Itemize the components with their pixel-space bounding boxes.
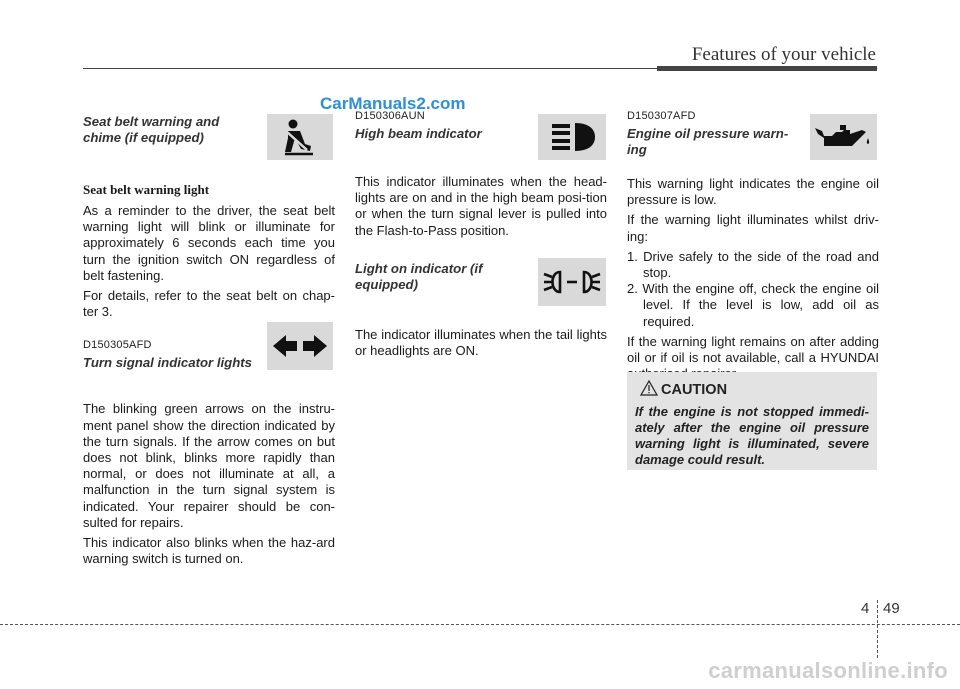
caution-box bbox=[627, 372, 877, 470]
heading-oil-pressure: Engine oil pressure warn-ing bbox=[627, 126, 789, 157]
heading-high-beam: High beam indicator bbox=[355, 126, 482, 141]
chapter-number: 4 bbox=[861, 600, 870, 617]
footer-divider bbox=[877, 600, 878, 658]
paragraph: The indicator illuminates when the tail lights or headlights are ON. bbox=[355, 326, 607, 359]
section-code: D150305AFD bbox=[83, 339, 152, 352]
paragraph: For details, refer to the seat belt on chap-ter 3. bbox=[83, 288, 335, 320]
footer-rule bbox=[0, 624, 960, 625]
caution-text: If the engine is not stopped immedi-ately after the engine oil pressure warning light is illuminated, severe damage could result. bbox=[635, 404, 869, 467]
paragraph: This indicator also blinks when the haz-ard warning switch is turned on. bbox=[83, 535, 335, 567]
heading-turn-signal: Turn signal indicator lights bbox=[83, 355, 253, 371]
subhead-seat-belt-light: Seat belt warning light bbox=[83, 182, 210, 197]
high-beam-icon bbox=[538, 114, 606, 160]
warning-triangle-icon bbox=[640, 380, 658, 396]
heading-seat-belt: Seat belt warning and chime (if equipped) bbox=[83, 114, 220, 145]
paragraph: This warning light indicates the engine oil pressure is low. bbox=[627, 176, 879, 208]
paragraph: If the warning light remains on after adding oil or if oil is not available, call a HYUNDAI bbox=[627, 333, 879, 366]
paragraph: The blinking green arrows on the instru-ment panel show the direction indicated by the turn signals. If the arrow comes on but does not blink, blinks more rapidly than normal, or does not illuminate at all, a malfunction in the turn signal system is indicated. Your repairer should be con-sulted for repairs. bbox=[83, 401, 335, 530]
paragraph: If the warning light illuminates whilst driv-ing: bbox=[627, 212, 879, 244]
paragraph: As a reminder to the driver, the seat belt warning light will blink or illuminate for approximately 6 seconds each time you turn the ignition switch ON regardless of belt fastening. bbox=[83, 203, 335, 283]
oil-steps-list bbox=[627, 249, 879, 330]
watermark-logo: CarManuals2.com bbox=[320, 94, 466, 113]
heading-light-on: Light on indicator (if equipped) bbox=[355, 260, 483, 292]
turn-signal-icon bbox=[267, 322, 333, 370]
oil-pressure-icon bbox=[810, 114, 877, 160]
page-number: 49 bbox=[883, 600, 900, 617]
list-item: 2. With the engine off, check the engine oil level. If the level is low, add oil as required. bbox=[627, 281, 879, 329]
list-item: 1. Drive safely to the side of the road and stop. bbox=[627, 248, 879, 281]
paragraph: This indicator illuminates when the head-lights are on and in the high beam posi-tion or when the turn signal lever is pulled into the Flash-to-Pass position. bbox=[355, 174, 607, 238]
seatbelt-icon bbox=[267, 114, 333, 160]
section-code: D150307AFD bbox=[627, 110, 696, 122]
header-rule-accent bbox=[657, 66, 877, 71]
caution-title: CAUTION bbox=[661, 382, 728, 398]
section-title: Features of your vehicle bbox=[691, 44, 876, 65]
watermark-site: carmanualsonline.info bbox=[708, 658, 948, 683]
section-code: D150306AUN bbox=[355, 110, 425, 122]
light-on-icon bbox=[538, 258, 606, 306]
